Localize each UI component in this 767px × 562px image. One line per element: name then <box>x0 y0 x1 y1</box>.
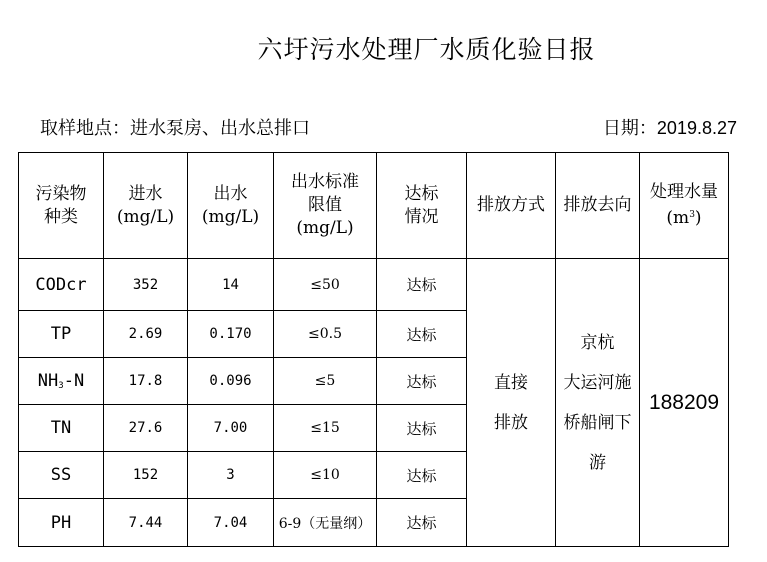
table-row-codcr <box>19 259 729 311</box>
outflow-value: 0.096 <box>188 358 274 405</box>
outflow-value: 3 <box>188 452 274 499</box>
inflow-value: 17.8 <box>104 358 188 405</box>
outflow-value: 14 <box>188 259 274 311</box>
status-value: 达标 <box>377 452 467 499</box>
header-inflow: 进水 (mg/L) <box>104 153 188 259</box>
outflow-value: 7.04 <box>188 499 274 547</box>
inflow-value: 152 <box>104 452 188 499</box>
header-discharge-destination: 排放去向 <box>556 153 640 259</box>
status-value: 达标 <box>377 358 467 405</box>
param-name: TN <box>19 405 104 452</box>
sampling-location <box>40 114 310 140</box>
param-name: CODcr <box>19 259 104 311</box>
date-label: 日期： <box>602 118 657 139</box>
param-name: TP <box>19 311 104 358</box>
limit-value: ≤5 <box>274 358 377 405</box>
inflow-value: 2.69 <box>104 311 188 358</box>
limit-value: ≤0.5 <box>274 311 377 358</box>
treated-volume-cell: 188209 <box>640 259 729 547</box>
limit-value: ≤15 <box>274 405 377 452</box>
status-value: 达标 <box>377 259 467 311</box>
header-outflow: 出水 (mg/L) <box>188 153 274 259</box>
header-compliance-status: 达标 情况 <box>377 153 467 259</box>
status-value: 达标 <box>377 311 467 358</box>
water-quality-table <box>18 152 729 547</box>
inflow-value: 352 <box>104 259 188 311</box>
limit-value: ≤50 <box>274 259 377 311</box>
header-pollutant: 污染物 种类 <box>19 153 104 259</box>
header-standard-limit: 出水标准 限值 (mg/L) <box>274 153 377 259</box>
outflow-value: 7.00 <box>188 405 274 452</box>
sampling-location-value: 进水泵房、出水总排口 <box>130 118 310 139</box>
param-name: $NH_3-N$ <box>19 358 104 405</box>
param-name: PH <box>19 499 104 547</box>
discharge-method-cell: 直接 排放 <box>467 259 556 547</box>
sampling-location-label: 取样地点： <box>40 118 130 139</box>
header-treated-volume: 处理水量 $(m^3)$ <box>640 153 729 259</box>
status-value: 达标 <box>377 499 467 547</box>
date-value: 2019.8.27 <box>656 118 737 138</box>
report-date <box>603 114 737 140</box>
discharge-destination-cell: 京杭 大运河施 桥船闸下 游 <box>556 259 640 547</box>
limit-value: ≤10 <box>274 452 377 499</box>
status-value: 达标 <box>377 405 467 452</box>
inflow-value: 27.6 <box>104 405 188 452</box>
table-header-row <box>19 153 729 259</box>
limit-value: 6-9（无量纲） <box>274 499 377 547</box>
report-title: 六圩污水处理厂水质化验日报 <box>257 35 596 64</box>
param-name: SS <box>19 452 104 499</box>
outflow-value: 0.170 <box>188 311 274 358</box>
inflow-value: 7.44 <box>104 499 188 547</box>
header-discharge-method: 排放方式 <box>467 153 556 259</box>
